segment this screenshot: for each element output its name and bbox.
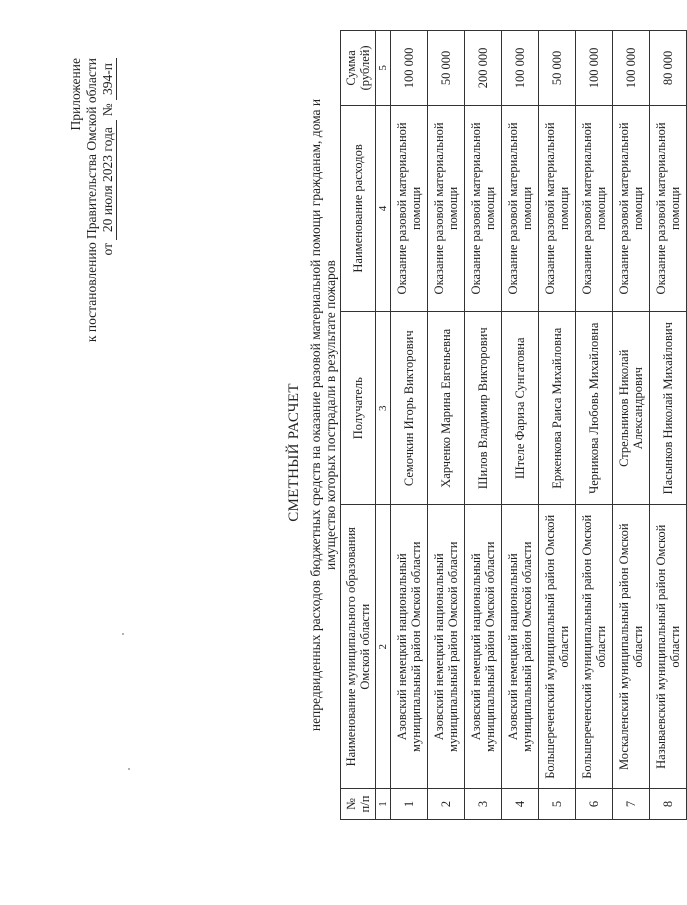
- recipient-cell: Черникова Любовь Михайловна: [576, 312, 613, 505]
- recipient-cell: Ерженкова Раиса Михайловна: [539, 312, 576, 505]
- header-amount: Сумма (рублей): [341, 31, 376, 106]
- table-row: [576, 31, 613, 820]
- header-number: № п/п: [341, 789, 376, 820]
- table-header-row: [341, 31, 376, 820]
- column-number: 3: [376, 312, 391, 505]
- expense-cell: Оказание разовой материальной помощи: [576, 105, 613, 311]
- recipient-cell: Семочкин Игорь Викторович: [391, 312, 428, 505]
- row-number: 5: [539, 789, 576, 820]
- amount-cell: 50 000: [428, 31, 465, 106]
- expense-cell: Оказание разовой материальной помощи: [391, 105, 428, 311]
- column-number: 2: [376, 505, 391, 789]
- table-row: [391, 31, 428, 820]
- district-cell: Большереченский муниципальный район Омской области: [576, 505, 613, 789]
- district-cell: Большереченский муниципальный район Омской области: [539, 505, 576, 789]
- expense-cell: Оказание разовой материальной помощи: [465, 105, 502, 311]
- district-cell: Азовский немецкий национальный муниципальный район Омской области: [465, 505, 502, 789]
- table-row: [539, 31, 576, 820]
- date-prefix: от: [100, 243, 115, 256]
- column-number: 1: [376, 789, 391, 820]
- amount-cell: 100 000: [576, 31, 613, 106]
- table-body: [391, 31, 687, 820]
- appendix-block: [68, 58, 117, 342]
- scan-speck: [122, 633, 124, 635]
- row-number: 2: [428, 789, 465, 820]
- recipient-cell: Харченко Марина Евгеньевна: [428, 312, 465, 505]
- scan-speck: [128, 768, 130, 770]
- column-number: 5: [376, 31, 391, 106]
- district-cell: Азовский немецкий национальный муниципальный район Омской области: [502, 505, 539, 789]
- column-number-row: [376, 31, 391, 820]
- number-prefix: №: [100, 103, 115, 117]
- amount-cell: 50 000: [539, 31, 576, 106]
- appendix-date-line: [100, 58, 117, 342]
- table-row: [613, 31, 650, 820]
- recipient-cell: Пасынков Николай Михайлович: [650, 312, 687, 505]
- table-row: [502, 31, 539, 820]
- expense-cell: Оказание разовой материальной помощи: [613, 105, 650, 311]
- recipient-cell: Шилов Владимир Викторович: [465, 312, 502, 505]
- table-row: [650, 31, 687, 820]
- expense-cell: Оказание разовой материальной помощи: [650, 105, 687, 311]
- appendix-label: Приложение: [68, 58, 83, 131]
- recipient-cell: Стрельников Николай Александрович: [613, 312, 650, 505]
- district-cell: Называевский муниципальный район Омской области: [650, 505, 687, 789]
- expense-cell: Оказание разовой материальной помощи: [539, 105, 576, 311]
- table-row: [428, 31, 465, 820]
- district-cell: Азовский немецкий национальный муниципальный район Омской области: [428, 505, 465, 789]
- expense-cell: Оказание разовой материальной помощи: [502, 105, 539, 311]
- row-number: 1: [391, 789, 428, 820]
- resolution-date: 20 июля 2023 года: [100, 120, 117, 240]
- amount-cell: 200 000: [465, 31, 502, 106]
- row-number: 4: [502, 789, 539, 820]
- document-subtitle: непредвиденных расходов бюджетных средств на оказание разовой материальной помощи гражданам, дома и имущество которых пострадали в результате пожаров: [308, 98, 338, 732]
- header-district: Наименование муниципального образования Омской области: [341, 505, 376, 789]
- column-number: 4: [376, 105, 391, 311]
- document-title: СМЕТНЫЙ РАСЧЕТ: [286, 383, 302, 522]
- appendix-resolution: к постановлению Правительства Омской области: [84, 58, 99, 343]
- header-recipient: Получатель: [341, 312, 376, 505]
- row-number: 7: [613, 789, 650, 820]
- row-number: 6: [576, 789, 613, 820]
- row-number: 3: [465, 789, 502, 820]
- row-number: 8: [650, 789, 687, 820]
- amount-cell: 100 000: [391, 31, 428, 106]
- estimate-table: [340, 30, 687, 820]
- recipient-cell: Штеле Фариза Сунгатовна: [502, 312, 539, 505]
- expense-cell: Оказание разовой материальной помощи: [428, 105, 465, 311]
- amount-cell: 100 000: [613, 31, 650, 106]
- resolution-number: 394-п: [100, 58, 117, 100]
- amount-cell: 80 000: [650, 31, 687, 106]
- district-cell: Азовский немецкий национальный муниципальный район Омской области: [391, 505, 428, 789]
- header-expense: Наименование расходов: [341, 105, 376, 311]
- amount-cell: 100 000: [502, 31, 539, 106]
- district-cell: Москаленский муниципальный район Омской области: [613, 505, 650, 789]
- table-row: [465, 31, 502, 820]
